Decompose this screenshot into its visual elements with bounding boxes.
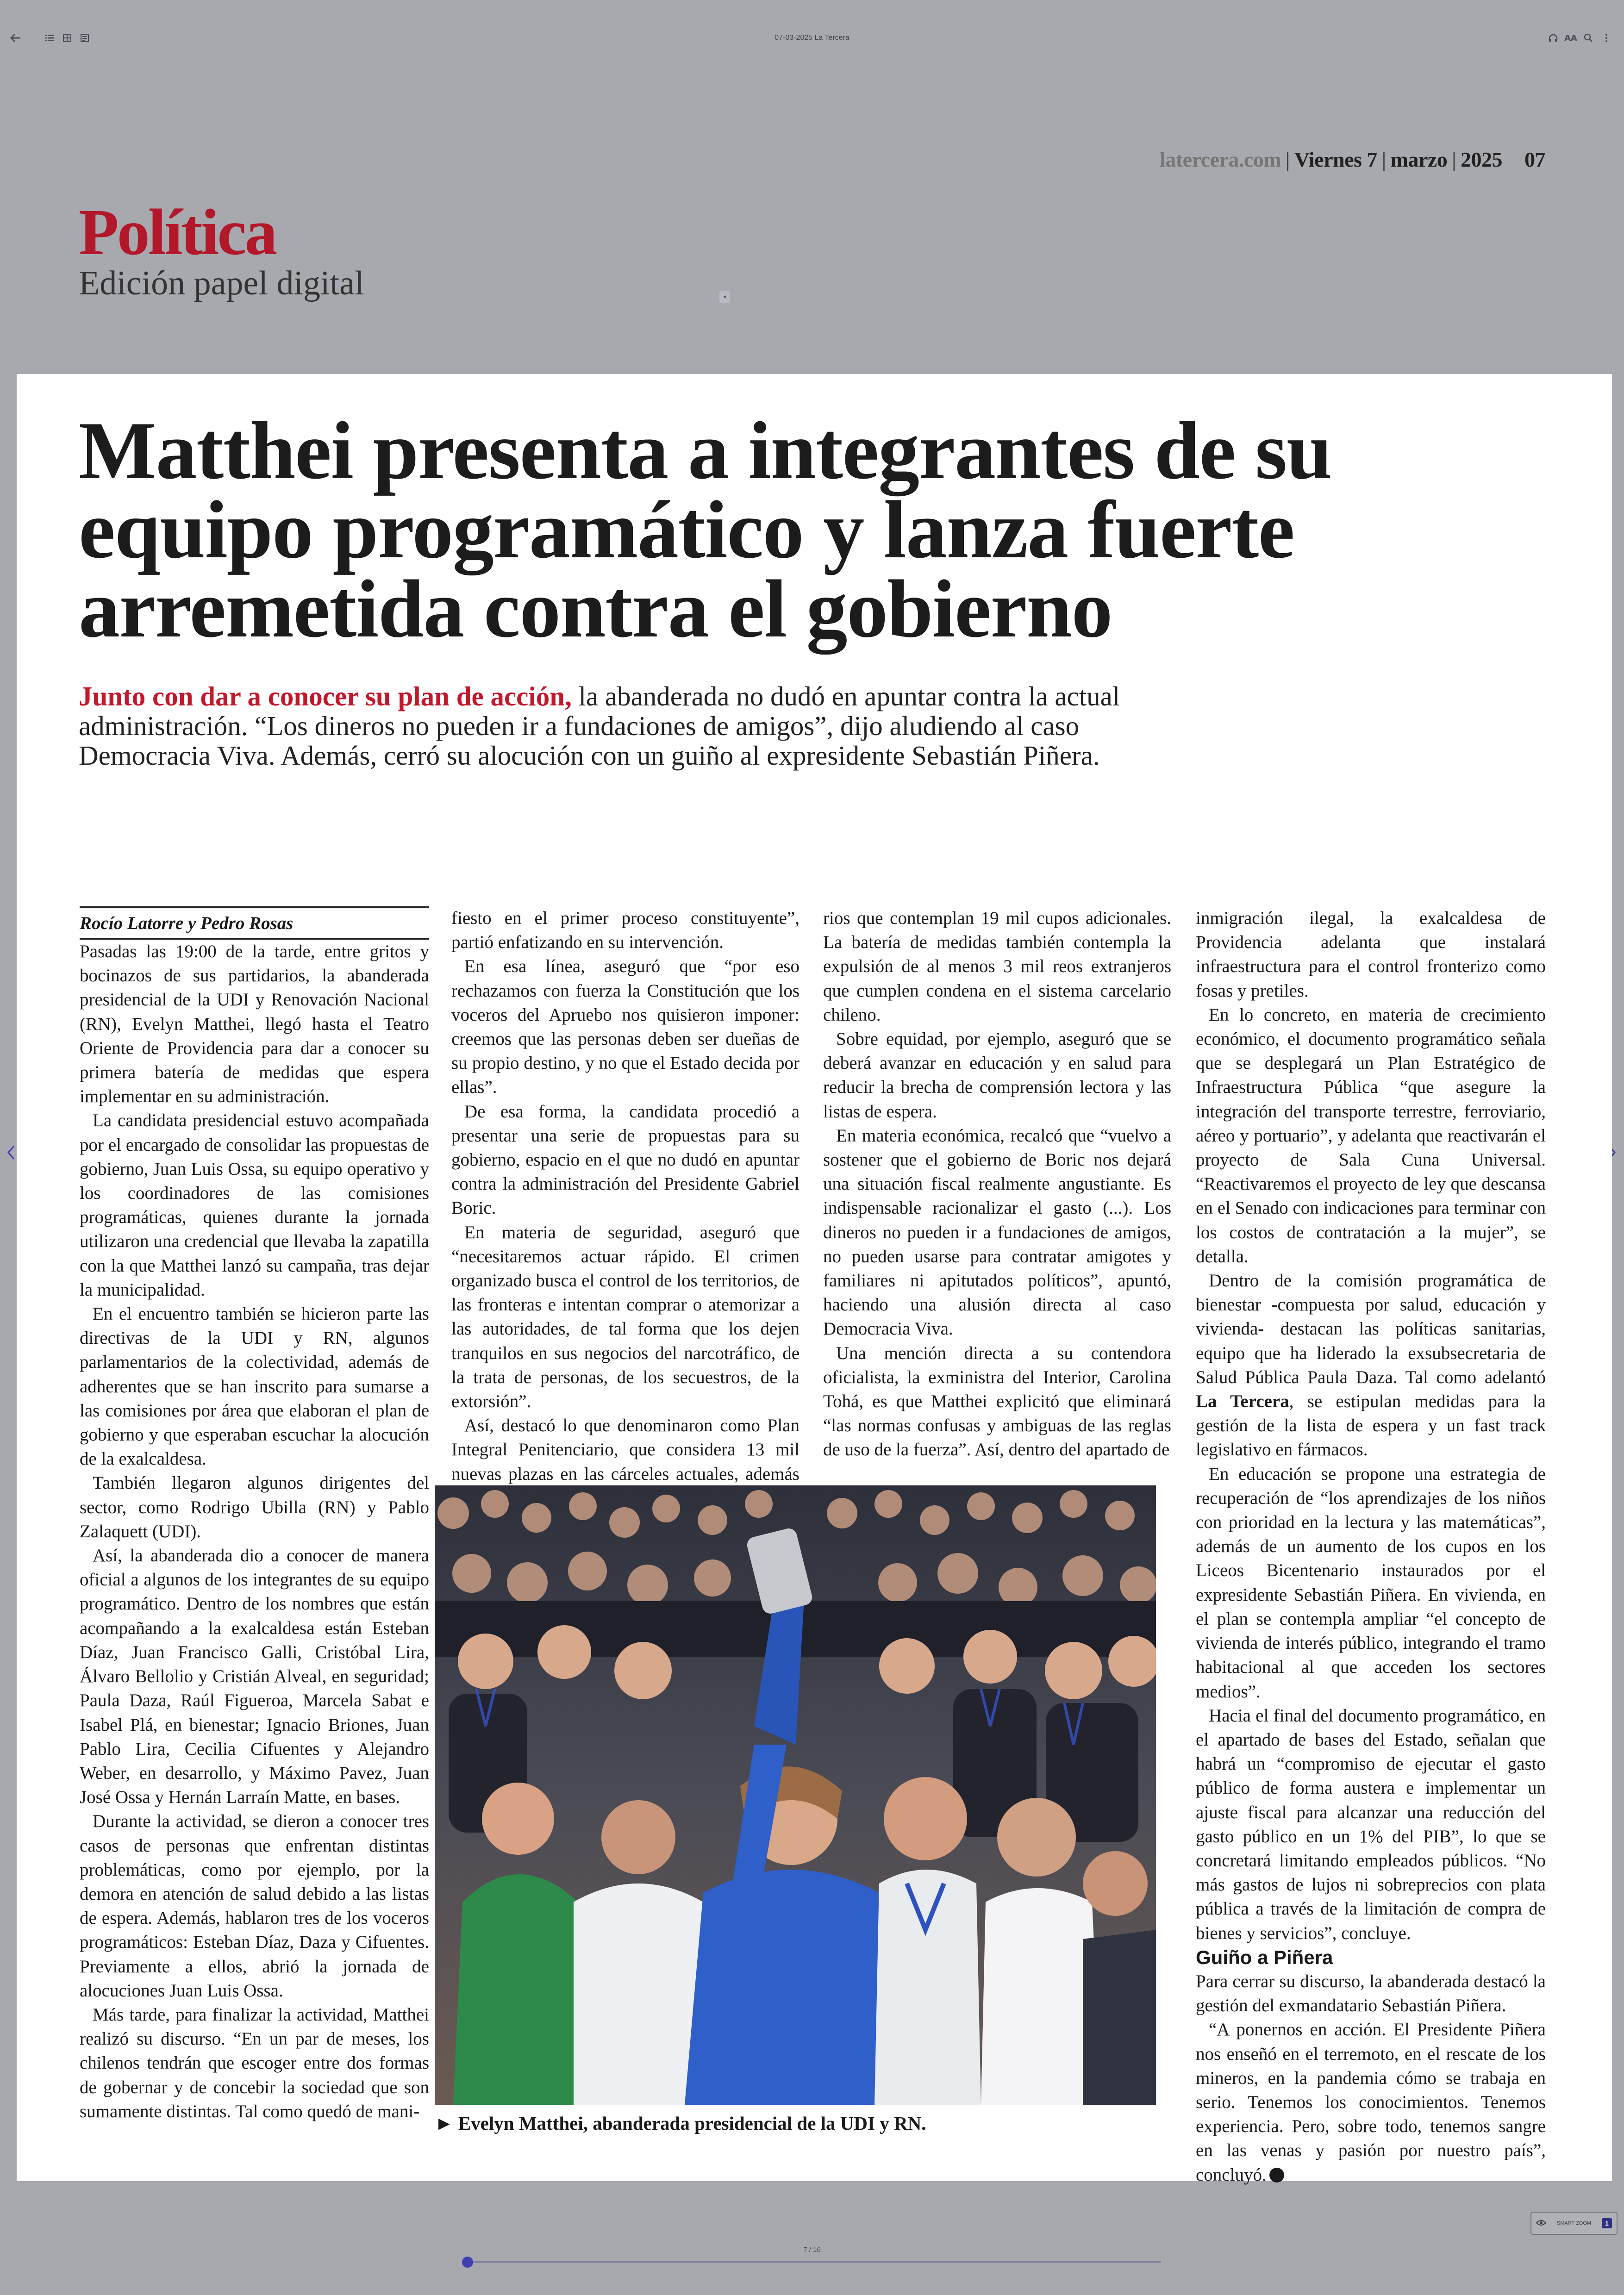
masthead-day: Viernes 7 [1294,148,1377,171]
paragraph: Más tarde, para finalizar la actividad, Matthei realizó su discurso. “En un par de meses, los chilenos tendrán que escoger entre dos formas de gobernar y de concebir la sociedad que son sumamente distintas. Tal como quedó de mani- [80,2004,429,2121]
page-slider-thumb[interactable] [462,2257,473,2268]
article-column-1 [80,906,429,2124]
paragraph: En lo concreto, en materia de crecimiento económico, el documento programático señala que se desplegará un Plan Estratégico de Infraestructura Pública “que asegure la integración del transporte terrestre, ferroviario, aéreo y portuario”, y adelanta que reactivarán el proyecto de Sala Cuna Universal. “Reactivaremos el proyecto de ley que descansa en el Senado con indicaciones para terminar con los costos de contratación a la mujer”, se detalla. [1196,1004,1546,1266]
edition-marker[interactable]: ◂ [719,291,730,303]
viewer-toolbar [0,0,1624,74]
paragraph-text: , se estipulan medidas para la gestión de la lista de espera y un fast track legislativo en fármacos. [1196,1391,1546,1460]
article-lede [79,681,1213,770]
paragraph: De esa forma, la candidata procedió a presentar una serie de propuestas para su gobierno, espacio en el que no dudó en apuntar contra la administración del Presidente Gabriel Boric. [451,1101,800,1218]
section-subtitle: Edición papel digital [79,264,364,302]
paragraph [1196,2018,1546,2187]
paragraph: fiesto en el primer proceso constituyente”, partió enfatizando en su intervención. [451,908,800,953]
masthead-site: latercera.com [1160,148,1281,171]
paragraph: También llegaron algunos dirigentes del sector, como Rodrigo Ubilla (RN) y Pablo Zalaquett (UDI). [80,1473,429,1541]
paragraph: Así, destacó lo que denominaron como Plan Integral Penitenciario, que considera 13 mil nuevas plazas en las cárceles actuales, además [451,1416,800,1484]
paragraph: Durante la actividad, se dieron a conocer tres casos de personas que enfrentan distintas problemáticas, como por ejemplo, por la demora en atención de salud debido a las listas de espera. Además, hablaron tres de los voceros programáticos: Esteban Díaz, Daza y Cifuentes. Previamente a ellos, abrió la jornada de alocuciones Juan Luis Ossa. [80,1811,429,2001]
search-icon[interactable] [1581,29,1595,47]
photo-caption: ► Evelyn Matthei, abanderada presidencial de la UDI y RN. [435,2113,926,2134]
masthead-dateline: latercera.com | Viernes 7 | marzo | 2025 07 [1160,148,1545,171]
paragraph: rios que contemplan 19 mil cupos adicionales. La batería de medidas también contempla la expulsión de al menos 3 mil reos extranjeros que cumplen condena en el sistema carcelario chileno. [823,908,1171,1025]
newspaper-name: La Tercera [1196,1391,1289,1412]
paragraph: En esa línea, aseguró que “por eso rechazamos con fuerza la Constitución que los voceros del Apruebo nos quisieron imponer: creemos que las personas deben ser dueñas de su propio destino, y no que el Estado decida por ellas”. [451,956,800,1098]
paragraph: En materia de seguridad, aseguró que “necesitaremos actuar rápido. El crimen organizado busca el control de los territorios, de las fronteras e intentan comprar o atemorizar a las autoridades, de tal forma que los dejen tranquilos en sus negocios del narcotráfico, de la trata de personas, de los secuestros, de la extorsión”. [451,1222,800,1412]
text-size-icon[interactable]: AA [1564,33,1577,43]
page-indicator: 7 / 16 [803,2246,821,2254]
article-column-2 [451,906,800,1510]
eye-icon [1536,2220,1546,2227]
article-column-4 [1196,906,1546,2187]
crowd-selfie-illustration [435,1485,1156,2105]
paragraph-text: “A ponernos en acción. El Presidente Piñera nos enseñó en el terremoto, en el rescate de los mineros, en la pandemia cómo se trabaja en serio. Tenemos los conocimientos. Tenemos experiencia. Pero, sobre todo, tenemos sangre en las venas y pasión por nuestro país”, concluyó. [1196,2020,1546,2185]
paragraph: En el encuentro también se hicieron parte las directivas de la UDI y RN, algunos parlamentarios de la colectividad, además de adherentes que se han inscrito para sumarse a las comisiones por área que elaboran el plan de gobierno y que esperaban escuchar la alocución de la exalcaldesa. [80,1304,429,1469]
paragraph: Sobre equidad, por ejemplo, aseguró que se deberá avanzar en educación y en salud para reducir la brecha de comprensión lectora y las listas de espera. [823,1029,1171,1122]
more-options-icon[interactable] [1601,29,1612,47]
article-headline: Matthei presenta a integrantes de su equipo programático y lanza fuerte arremetida contra el gobierno [79,405,1332,655]
smart-zoom-control[interactable] [1530,2212,1618,2235]
paragraph [1196,1269,1546,1462]
paragraph: Para cerrar su discurso, la abanderada destacó la gestión del exmandatario Sebastián Piñera. [1196,1971,1546,2016]
back-arrow-icon[interactable] [6,29,25,47]
lede-lead: Junto con dar a conocer su plan de acción, [79,681,572,711]
section-title: Política [79,195,276,268]
smart-zoom-badge: 1 [1602,2218,1612,2228]
paragraph: En materia económica, recalcó que “vuelvo a sostener que el gobierno de Boric nos dejará una situación fiscal realmente angustiante. Es indispensable racionalizar el gasto (...). Los dineros no pueden ir a fundaciones de amigos, no pueden usarse para contratar amigotes y familiares ni apitutados políticos”, apuntó, haciendo una alusión directa al caso Democracia Viva. [823,1125,1171,1339]
masthead-month: marzo [1390,148,1448,171]
headphones-icon[interactable] [1546,29,1560,47]
paragraph: La candidata presidencial estuvo acompañada por el encargado de consolidar las propuestas de gobierno, Juan Luis Ossa, su equipo operativo y los coordinadores de las comisiones programáticas, quienes durante la jornada utilizaron una credencial que llevaba la zapatilla con la que Matthei lanzó su campaña, tras dejar la municipalidad. [80,1110,429,1300]
paragraph: Hacia el final del documento programático, en el apartado de bases del Estado, señalan que habrá un “compromiso de ejecutar el gasto público de forma austera e implementar un ajuste fiscal para alcanzar una reducción del gasto público en un 1% del PIB”, lo que se concretará limitando empleados públicos. “No más gastos de lujos ni sobreprecios con plata pública a través de la limitación de compra de bienes y servicios”, concluye. [1196,1705,1546,1943]
section-subhead: Guiño a Piñera [1196,1946,1333,1968]
paragraph: En educación se propone una estrategia de recuperación de “los aprendizajes de los niños con prioridad en la lectura y las matemáticas”, además de un aumento de los cupos en los Liceos Bicentenario instaurados por el expresidente Sebastián Piñera. En vivienda, en el plan se contempla ampliar “el concepto de vivienda de interés público, integrando el tramo habitacional al que acceden los sectores medios”. [1196,1464,1546,1702]
smart-zoom-label: SMART ZOOM [1556,2220,1592,2226]
masthead-year: 2025 [1461,148,1502,171]
grid-view-icon[interactable] [60,29,74,47]
paragraph: inmigración ilegal, la exalcaldesa de Providencia adelanta que instalará infraestructura para el control fronterizo como fosas y pretiles. [1196,908,1546,1001]
list-view-icon[interactable] [43,29,56,47]
paragraph: Pasadas las 19:00 de la tarde, entre gritos y bocinazos de sus partidarios, la abanderada presidencial de la UDI y Renovación Nacional (RN), Evelyn Matthei, llegó hasta el Teatro Oriente de Providencia para dar a conocer su primera batería de medidas que espera implementar en su administración. [80,942,429,1107]
masthead-page-number: 07 [1524,148,1545,171]
lede-rest: la abanderada no dudó en apuntar contra la actual administración. “Los dineros no pueden ir a fundaciones de amigos”, dijo aludiendo al caso Democracia Viva. Además, cerró su alocución con un guiño al expresidente Sebastián Piñera. [79,681,1120,771]
paragraph-text: Dentro de la comisión programática de bienestar -compuesta por salud, educación y vivienda- destacan las políticas sanitarias, equipo que ha liderado la exsubsecretaria de Salud Pública Paula Daza. Tal como adelantó [1196,1271,1546,1387]
paragraph: Así, la abanderada dio a conocer de manera oficial a algunos de los integrantes de su equipo programático. Dentro de los nombres que están acompañando a la exalcaldesa están Esteban Díaz, Juan Francisco Galli, Cristóbal Lira, Álvaro Bellolio y Cristián Alveal, en seguridad; Paula Daza, Raúl Figueroa, Marcela Sabat e Isabel Plá, en bienestar; Ignacio Briones, Juan Pablo Lira, Cecilia Cifuentes y Alejandro Weber, en desarrollo, y Máximo Pavez, Juan José Ossa y Hernán Larraín Matte, en bases. [80,1546,429,1808]
article-column-3 [823,906,1171,1462]
end-of-article-mark [1269,2168,1284,2183]
page-slider-track[interactable] [467,2261,1161,2263]
paragraph: Una mención directa a su contendora oficialista, la exministra del Interior, Carolina Tohá, es que Matthei explicitó que eliminará “las normas confusas y ambiguas de las reglas de uso de la fuerza”. Así, dentro del apartado de [823,1343,1171,1460]
document-title: 07-03-2025 La Tercera [775,34,849,42]
article-photo [435,1485,1156,2105]
text-view-icon[interactable] [78,29,92,47]
byline: Rocío Latorre y Pedro Rosas [80,906,429,940]
